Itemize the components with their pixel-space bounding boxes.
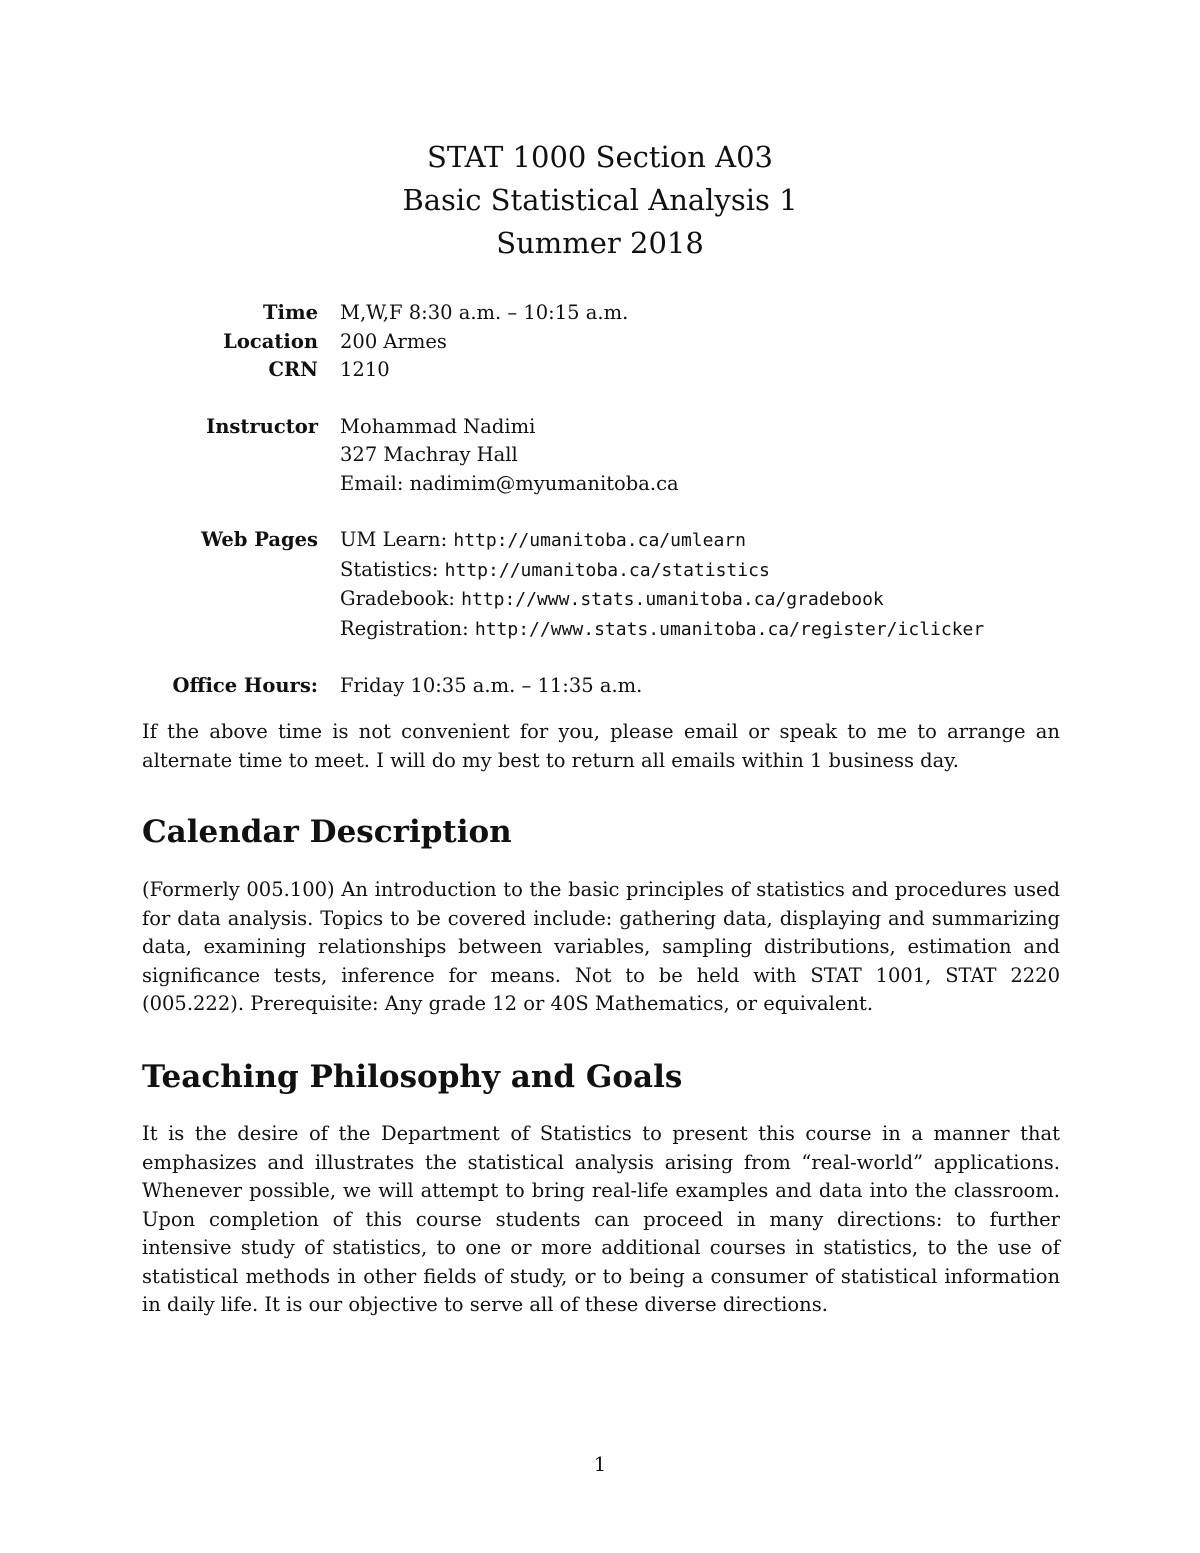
term-title: Summer 2018 [496, 226, 704, 260]
crn-value: 1210 [340, 358, 390, 381]
web-pages-label: Web Pages [201, 528, 318, 551]
web-page-link[interactable]: http://umanitoba.ca/umlearn [453, 530, 746, 551]
page-number: 1 [593, 1453, 607, 1476]
office-hours-label: Office Hours: [172, 674, 318, 697]
course-code-title: STAT 1000 Section A03 [427, 140, 773, 174]
email-prefix: Email: [340, 471, 410, 495]
course-title-block [0, 136, 1200, 265]
web-page-link[interactable]: http://umanitoba.ca/statistics [444, 559, 770, 581]
time-value: M,W,F 8:30 a.m. – 10:15 a.m. [340, 301, 629, 324]
office-hours-note: If the above time is not convenient for you, please email or speak to me to arrange an alternate time to meet. I will do my best to return all emails within 1 business day. [142, 720, 1060, 772]
instructor-details [340, 413, 1080, 499]
web-page-umlearn [340, 526, 1080, 556]
web-page-name: Gradebook: [340, 587, 462, 610]
location-label: Location [223, 329, 318, 353]
instructor-email-line [340, 470, 1080, 499]
instructor-label: Instructor [206, 414, 318, 438]
web-page-statistics [340, 556, 1080, 586]
web-page-registration [340, 615, 1080, 645]
web-page-gradebook [340, 585, 1080, 615]
calendar-description-text: (Formerly 005.100) An introduction to the basic principles of statistics and procedures used for data analysis. Topics to be covered include: gathering data, displaying and summarizing data, examining relationships between variables, sampling distributions, estimation and significance tests, inference for means. Not to be held with STAT 1001, STAT 2220 (005.222). Prerequisite: Any grade 12 or 40S Mathematics, or equivalent. [142, 878, 1060, 1015]
time-row [140, 299, 1080, 328]
web-page-name: UM Learn: [340, 528, 454, 551]
instructor-row [140, 413, 1080, 499]
crn-label: CRN [268, 358, 318, 381]
instructor-email-link[interactable]: nadimim@myumanitoba.ca [409, 471, 679, 495]
location-value: 200 Armes [340, 329, 447, 353]
time-label: Time [263, 301, 318, 324]
location-row [140, 328, 1080, 357]
web-page-name: Statistics: [340, 557, 445, 581]
crn-row [140, 356, 1080, 385]
web-pages-list [340, 526, 1080, 644]
office-hours-value: Friday 10:35 a.m. – 11:35 a.m. [340, 674, 643, 697]
web-page-name: Registration: [340, 616, 475, 640]
web-pages-row [140, 526, 1080, 644]
office-hours-row [140, 672, 1080, 701]
web-page-link[interactable]: http://www.stats.umanitoba.ca/gradebook [461, 589, 884, 610]
web-page-link[interactable]: http://www.stats.umanitoba.ca/register/iclicker [474, 618, 985, 640]
teaching-philosophy-heading: Teaching Philosophy and Goals [142, 1059, 683, 1095]
teaching-philosophy-text: It is the desire of the Department of Statistics to present this course in a manner that emphasizes and illustrates the statistical analysis arising from “real-world” applications. Whenever possible, we will attempt to bring real-life examples and data into the classroom. Upon completion of this course students can proceed in many directions: to further intensive study of statistics, to one or more additional courses in statistics, to the use of statistical methods in other fields of study, or to being a consumer of statistical information in daily life. It is our objective to serve all of these diverse directions. [142, 1122, 1060, 1316]
course-name-title: Basic Statistical Analysis 1 [402, 183, 798, 217]
calendar-description-heading: Calendar Description [142, 814, 512, 850]
course-info-table [140, 299, 1080, 701]
instructor-office: 327 Machray Hall [340, 443, 518, 466]
instructor-name: Mohammad Nadimi [340, 414, 536, 438]
